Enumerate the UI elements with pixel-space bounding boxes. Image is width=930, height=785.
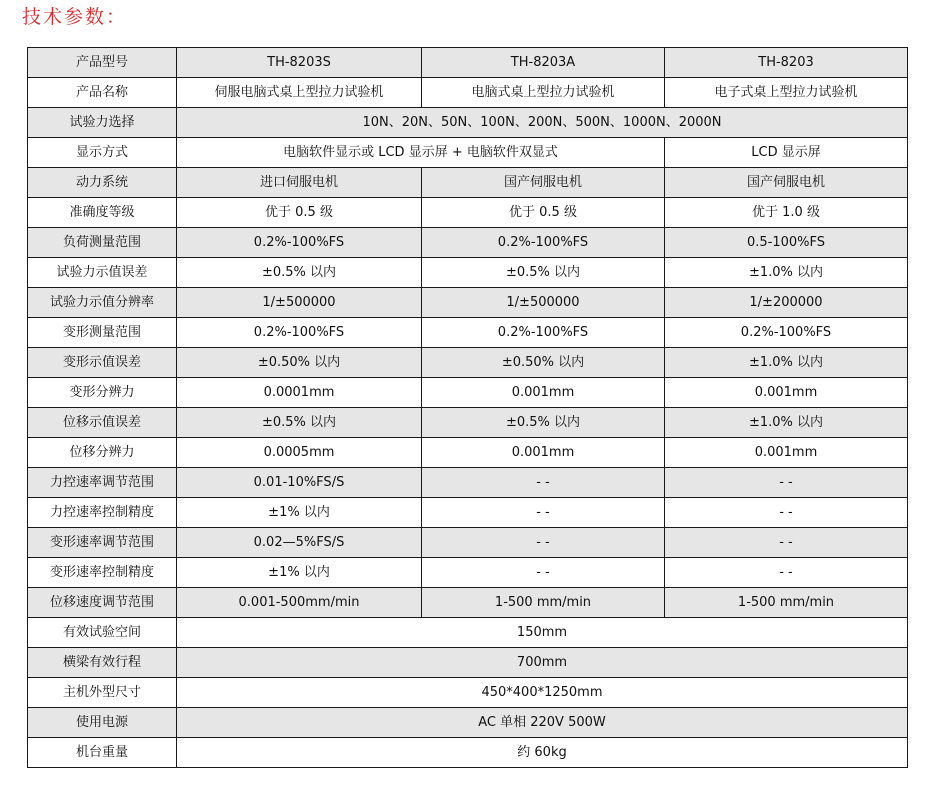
table-cell: 0.01-10%FS/S	[177, 468, 422, 498]
row-label: 试验力示值误差	[28, 258, 177, 288]
table-cell: ±0.50% 以内	[177, 348, 422, 378]
table-row	[28, 48, 908, 78]
table-row	[28, 78, 908, 108]
table-row	[28, 348, 908, 378]
table-row	[28, 618, 908, 648]
table-cell: TH-8203A	[422, 48, 665, 78]
table-cell: TH-8203S	[177, 48, 422, 78]
table-cell: 国产伺服电机	[665, 168, 908, 198]
table-cell: 伺服电脑式桌上型拉力试验机	[177, 78, 422, 108]
table-cell: 电子式桌上型拉力试验机	[665, 78, 908, 108]
table-cell: 优于 0.5 级	[177, 198, 422, 228]
table-cell: 0.2%-100%FS	[422, 228, 665, 258]
row-label: 横梁有效行程	[28, 648, 177, 678]
table-cell: ±0.5% 以内	[422, 408, 665, 438]
row-label: 力控速率控制精度	[28, 498, 177, 528]
table-cell: 1-500 mm/min	[422, 588, 665, 618]
table-cell: 0.2%-100%FS	[422, 318, 665, 348]
table-row	[28, 228, 908, 258]
table-cell: 0.5-100%FS	[665, 228, 908, 258]
table-cell: 电脑式桌上型拉力试验机	[422, 78, 665, 108]
table-row	[28, 198, 908, 228]
table-row	[28, 468, 908, 498]
table-cell: 10N、20N、50N、100N、200N、500N、1000N、2000N	[177, 108, 908, 138]
row-label: 力控速率调节范围	[28, 468, 177, 498]
table-cell: 约 60kg	[177, 738, 908, 768]
row-label: 主机外型尺寸	[28, 678, 177, 708]
table-cell: - -	[422, 558, 665, 588]
table-cell: 0.02—5%FS/S	[177, 528, 422, 558]
table-cell: ±0.5% 以内	[177, 258, 422, 288]
row-label: 产品名称	[28, 78, 177, 108]
row-label: 负荷测量范围	[28, 228, 177, 258]
row-label: 动力系统	[28, 168, 177, 198]
table-cell: 1-500 mm/min	[665, 588, 908, 618]
table-cell: 0.0001mm	[177, 378, 422, 408]
table-row	[28, 678, 908, 708]
table-cell: 电脑软件显示或 LCD 显示屏 + 电脑软件双显式	[177, 138, 665, 168]
table-cell: - -	[665, 468, 908, 498]
table-row	[28, 168, 908, 198]
table-cell: ±0.50% 以内	[422, 348, 665, 378]
table-cell: 1/±500000	[422, 288, 665, 318]
row-label: 变形速率调节范围	[28, 528, 177, 558]
table-row	[28, 408, 908, 438]
row-label: 位移速度调节范围	[28, 588, 177, 618]
table-cell: 0.001-500mm/min	[177, 588, 422, 618]
table-cell: - -	[665, 498, 908, 528]
row-label: 试验力选择	[28, 108, 177, 138]
table-cell: ±1% 以内	[177, 558, 422, 588]
row-label: 位移示值误差	[28, 408, 177, 438]
table-cell: AC 单相 220V 500W	[177, 708, 908, 738]
table-cell: 0.001mm	[665, 438, 908, 468]
table-cell: ±1% 以内	[177, 498, 422, 528]
row-label: 有效试验空间	[28, 618, 177, 648]
table-cell: - -	[665, 528, 908, 558]
table-cell: - -	[422, 498, 665, 528]
spec-table	[27, 47, 908, 768]
table-cell: 进口伺服电机	[177, 168, 422, 198]
table-cell: 国产伺服电机	[422, 168, 665, 198]
row-label: 变形速率控制精度	[28, 558, 177, 588]
row-label: 机台重量	[28, 738, 177, 768]
table-cell: - -	[422, 468, 665, 498]
table-row	[28, 138, 908, 168]
table-cell: ±1.0% 以内	[665, 348, 908, 378]
table-cell: 0.001mm	[665, 378, 908, 408]
row-label: 使用电源	[28, 708, 177, 738]
table-cell: TH-8203	[665, 48, 908, 78]
table-row	[28, 498, 908, 528]
table-row	[28, 258, 908, 288]
table-cell: 700mm	[177, 648, 908, 678]
table-row	[28, 318, 908, 348]
table-row	[28, 288, 908, 318]
table-row	[28, 438, 908, 468]
section-title: 技术参数：	[22, 6, 128, 28]
row-label: 产品型号	[28, 48, 177, 78]
table-cell: 1/±500000	[177, 288, 422, 318]
table-row	[28, 738, 908, 768]
table-cell: - -	[665, 558, 908, 588]
row-label: 变形示值误差	[28, 348, 177, 378]
table-cell: 0.2%-100%FS	[177, 228, 422, 258]
row-label: 变形分辨力	[28, 378, 177, 408]
row-label: 位移分辨力	[28, 438, 177, 468]
row-label: 准确度等级	[28, 198, 177, 228]
row-label: 试验力示值分辨率	[28, 288, 177, 318]
table-row	[28, 648, 908, 678]
row-label: 变形测量范围	[28, 318, 177, 348]
table-cell: - -	[422, 528, 665, 558]
table-row	[28, 558, 908, 588]
table-cell: 0.001mm	[422, 438, 665, 468]
table-row	[28, 708, 908, 738]
table-cell: 优于 1.0 级	[665, 198, 908, 228]
table-cell: 优于 0.5 级	[422, 198, 665, 228]
table-row	[28, 108, 908, 138]
table-cell: 0.001mm	[422, 378, 665, 408]
table-cell: 0.0005mm	[177, 438, 422, 468]
table-row	[28, 588, 908, 618]
row-label: 显示方式	[28, 138, 177, 168]
table-row	[28, 378, 908, 408]
table-cell: ±0.5% 以内	[177, 408, 422, 438]
table-cell: 150mm	[177, 618, 908, 648]
table-cell: 0.2%-100%FS	[177, 318, 422, 348]
table-cell: LCD 显示屏	[665, 138, 908, 168]
table-row	[28, 528, 908, 558]
table-cell: ±1.0% 以内	[665, 408, 908, 438]
table-cell: ±1.0% 以内	[665, 258, 908, 288]
table-cell: 1/±200000	[665, 288, 908, 318]
table-cell: 450*400*1250mm	[177, 678, 908, 708]
table-cell: ±0.5% 以内	[422, 258, 665, 288]
table-cell: 0.2%-100%FS	[665, 318, 908, 348]
